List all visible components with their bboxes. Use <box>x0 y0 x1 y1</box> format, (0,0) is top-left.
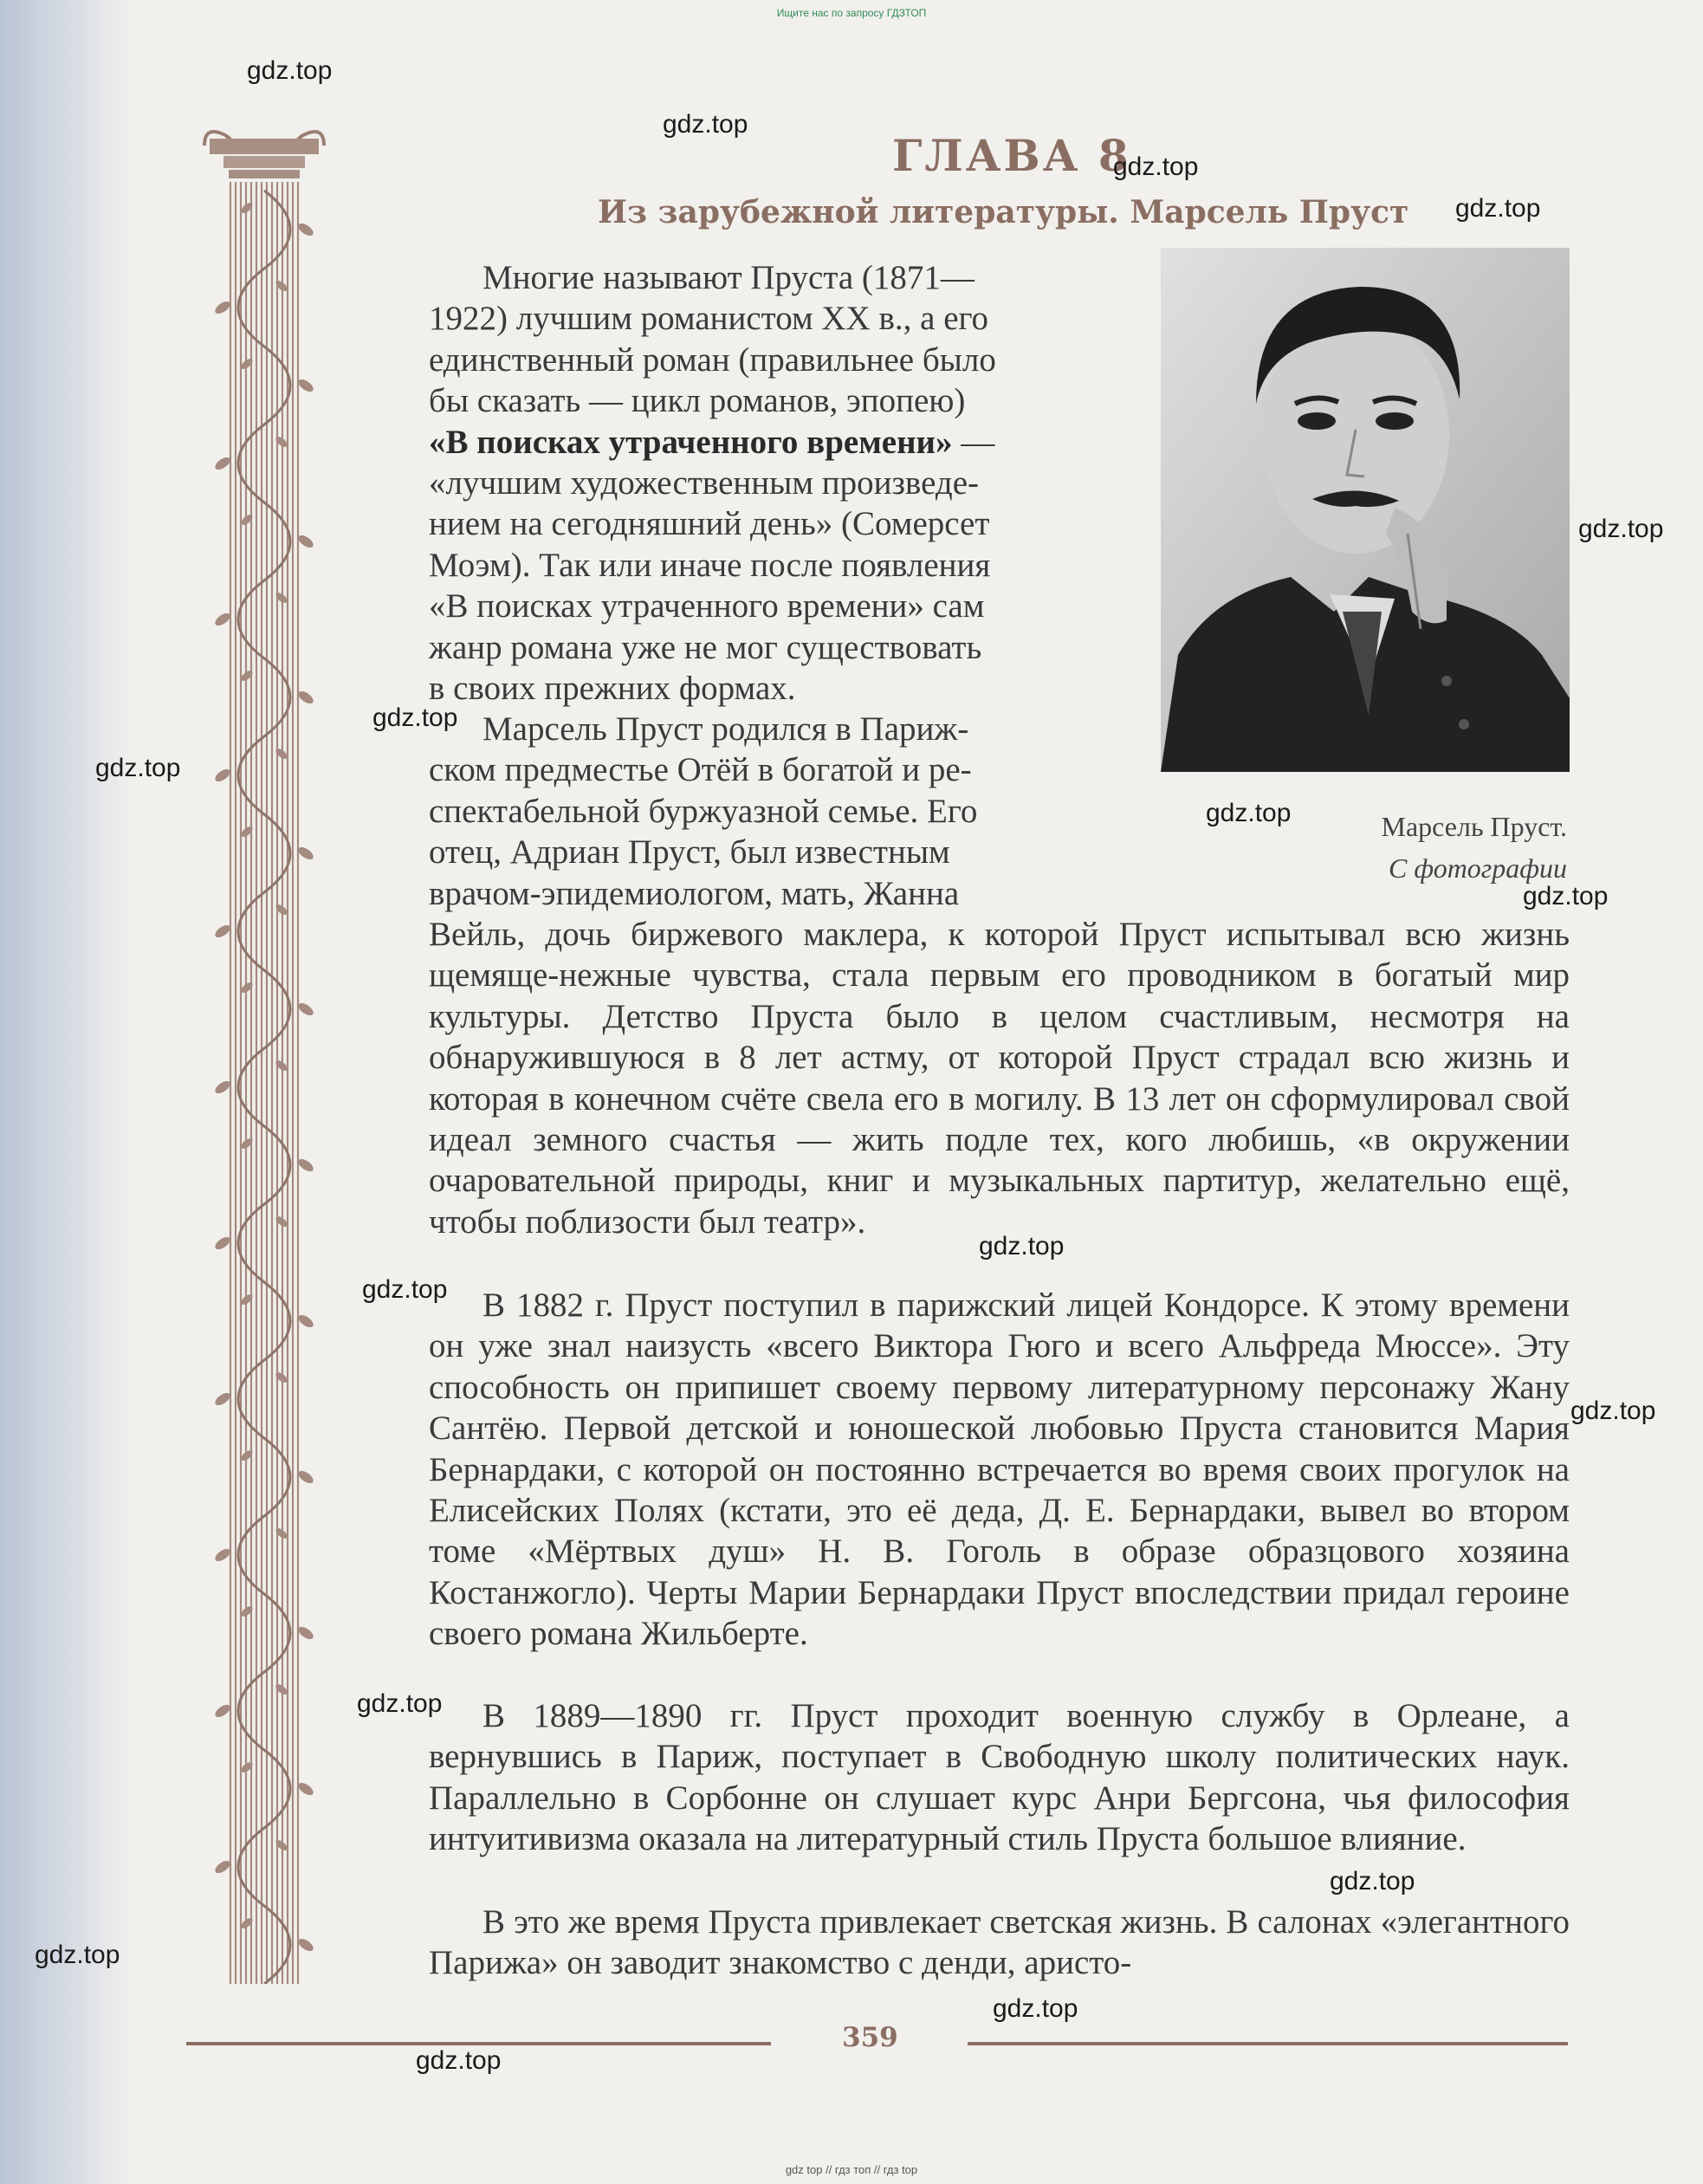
paragraph-4: В 1889—1890 гг. Пруст проходит военную службу в Орлеане, а вернувшись в Париж, поступает в Свободную школу политических наук. Параллельно в Сорбонне он слушает курс Анри Бергсона, чья философия интуитивизма оказала на литературный стиль Пруста большое влияние. <box>429 1697 1570 1858</box>
watermark: gdz.top <box>1570 1397 1656 1425</box>
paragraph-5: В это же время Пруста привлекает светская жизнь. В салонах «элегантного Парижа» он заводит знакомство с денди, аристо- <box>429 1903 1570 1982</box>
p1-line-4: бы сказать — цикл романов, эпопею) <box>429 382 966 420</box>
p1-dash: — <box>952 423 995 461</box>
p1-line-8: Моэм). Так или иначе после появления <box>429 546 991 584</box>
watermark: gdz.top <box>247 56 333 85</box>
watermark: gdz.top <box>979 1232 1065 1260</box>
p1-line-9: «В поисках утраченного времени» сам <box>429 587 985 625</box>
novel-title-bold: «В поисках утраченного времени» <box>429 423 953 461</box>
paragraph-3: В 1882 г. Пруст поступил в парижский лицей Кондорсе. К этому времени он уже знал наизусть «всего Виктора Гюго и всего Альфреда Мюссе». Эту способность он припишет своему первому литературному персонажу Жану Сантёю. Первой детской и юношеской любовью Пруста становится Мария Бернардаки, с которой он постоянно встречается во время своих прогулок на Елисейских Полях (кстати, это её деда, Д. Е. Бернардаки, вывел во втором томе «Мёртвых душ» Н. В. Гоголь в образе образцового хозяина Костанжогло). Черты Марии Бернардаки Пруст впоследствии придал героине своего романа Жильберте. <box>429 1286 1570 1653</box>
p2-line-5: врачом-эпидемиологом, мать, Жанна <box>429 874 960 912</box>
p2-line-3: спектабельной буржуазной семье. Его <box>429 792 978 830</box>
watermark: gdz.top <box>663 110 748 139</box>
p1-line-6: «лучшим художественным произведе- <box>429 464 980 502</box>
top-note: Ищите нас по запросу ГДЗТОП <box>776 7 927 19</box>
chapter-subtitle: Из зарубежной литературы. Марсель Пруст <box>598 194 1409 230</box>
page-number: 359 <box>842 2022 898 2053</box>
footer-rule-right <box>968 2042 1568 2045</box>
p1-line-2: 1922) лучшим романистом XX в., а его <box>429 300 989 338</box>
p2-line-4: отец, Адриан Пруст, был известным <box>429 833 950 872</box>
watermark: gdz.top <box>1455 194 1541 223</box>
photo-caption <box>1382 806 1567 889</box>
p2-line-2: ском предместье Отёй в богатой и ре- <box>429 751 972 789</box>
watermark: gdz.top <box>35 1941 120 1969</box>
caption-name: Марсель Пруст. <box>1381 811 1567 842</box>
watermark: gdz.top <box>416 2046 502 2075</box>
watermark: gdz.top <box>1113 152 1199 181</box>
p1-line-10: жанр романа уже не мог существовать <box>429 628 982 666</box>
p1-line-7: нием на сегодняшний день» (Сомерсет <box>429 505 990 543</box>
p1-line-11: в своих прежних формах. <box>429 670 796 708</box>
watermark: gdz.top <box>372 703 458 732</box>
watermark: gdz.top <box>1330 1867 1415 1896</box>
paragraph-2-narrow <box>429 709 1109 914</box>
portrait-photo <box>1161 248 1570 772</box>
watermark: gdz.top <box>1206 799 1292 827</box>
watermark: gdz.top <box>1523 882 1609 911</box>
watermark: gdz.top <box>95 754 181 782</box>
footer-rule-left <box>186 2042 771 2045</box>
decorative-column <box>199 130 329 1984</box>
watermark: gdz.top <box>1578 515 1664 543</box>
watermark: gdz.top <box>357 1689 443 1718</box>
watermark: gdz.top <box>362 1275 448 1304</box>
page-binding-shadow <box>0 0 130 2184</box>
watermark: gdz.top <box>993 1994 1078 2023</box>
p1-line-1: Многие называют Пруста (1871— <box>482 259 975 296</box>
caption-source: С фотографии <box>1389 852 1567 884</box>
p1-line-3: единственный роман (правильнее было <box>429 340 996 379</box>
paragraph-1 <box>429 257 1109 709</box>
p2-line-1: Марсель Пруст родился в Париж- <box>482 710 969 748</box>
bottom-note: gdz top // гдз топ // гдз top <box>785 2163 918 2176</box>
chapter-title: ГЛАВА 8 <box>892 130 1131 181</box>
paragraph-2-wide: Вейль, дочь биржевого маклера, к которой Пруст испытывал всю жизнь щемяще-нежные чувства, стала первым его проводником в богатый мир культуры. Детство Пруста было в целом счастливым, несмотря на обнаружившуюся в 8 лет астму, от которой Пруст страдал всю жизнь и которая в конечном счёте свела его в могилу. В 13 лет он сформулировал свой идеал земного счастья — жить подле тех, кого любишь, «в окружении очаровательной природы, книг и музыкальных партитур, желательно ещё, чтобы поблизости был театр». <box>429 916 1570 1241</box>
